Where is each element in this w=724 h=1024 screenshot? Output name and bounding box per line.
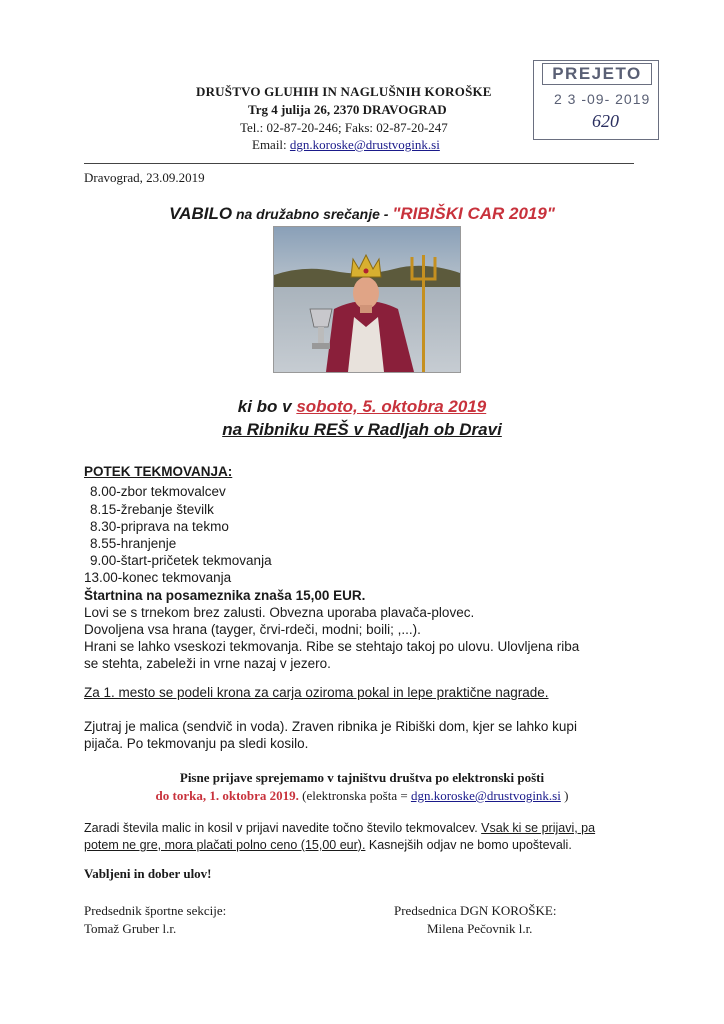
notice-text: Zaradi števila malic in kosil v prijavi navedite točno število tekmovalcev. — [84, 821, 482, 835]
right-signature-title: Predsednica DGN KOROŠKE: — [394, 903, 557, 918]
rule-line: Dovoljena vsa hrana (tayger, črvi-rdeči, modni; boili; ,...). — [84, 622, 421, 637]
event-name: "RIBIŠKI CAR 2019" — [392, 204, 555, 223]
schedule-item: 8.00-zbor tekmovalcev — [90, 484, 226, 499]
registration-email-link[interactable]: dgn.koroske@drustvogink.si — [410, 788, 561, 803]
email-label: Email: — [252, 137, 287, 152]
organization-address: Trg 4 julija 26, 2370 DRAVOGRAD — [248, 102, 447, 117]
notice-underlined: potem ne gre, mora plačati polno ceno (15,00 eur). — [84, 838, 366, 852]
schedule-item: 8.55-hranjenje — [90, 536, 177, 551]
organization-phone-fax: Tel.: 02-87-20-246; Faks: 02-87-20-247 — [240, 120, 448, 135]
schedule-item: 8.30-priprava na tekmo — [90, 519, 229, 534]
schedule-item: 9.00-štart-pričetek tekmovanja — [90, 553, 272, 568]
notice-line — [84, 837, 572, 854]
event-date-prefix: ki bo v — [237, 397, 297, 416]
event-location: na Ribniku REŠ v Radljah ob Dravi — [222, 420, 502, 439]
event-date: soboto, 5. oktobra 2019 — [296, 397, 487, 416]
rule-line: se stehta, zabeleži in vrne nazaj v jezero. — [84, 656, 331, 671]
registration-deadline: do torka, 1. oktobra 2019. — [155, 788, 299, 803]
schedule-title: POTEK TEKMOVANJA: — [84, 464, 233, 479]
left-signature-title: Predsednik športne sekcije: — [84, 903, 227, 918]
event-date-line — [0, 397, 724, 417]
organization-email-link[interactable]: dgn.koroske@drustvogink.si — [289, 137, 440, 152]
stamp-title: PREJETO — [542, 63, 652, 85]
registration-deadline-line — [0, 788, 724, 804]
organization-name: DRUŠTVO GLUHIH IN NAGLUŠNIH KOROŠKE — [196, 84, 492, 99]
title-prefix: VABILO — [169, 204, 233, 223]
meals-line: pijača. Po tekmovanju pa sledi kosilo. — [84, 736, 309, 751]
schedule-item: 8.15-žrebanje številk — [90, 502, 214, 517]
document-date: Dravograd, 23.09.2019 — [84, 170, 205, 185]
right-signature-name: Milena Pečovnik l.r. — [427, 921, 533, 936]
fishing-king-photo — [273, 226, 461, 373]
registration-email-prefix: (elektronska pošta = — [298, 788, 411, 803]
registration-heading: Pisne prijave sprejemamo v tajništvu društva po elektronski pošti — [179, 770, 545, 785]
photo-illustration — [274, 227, 460, 372]
prize-info: Za 1. mesto se podeli krona za carja oziroma pokal in lepe praktične nagrade. — [84, 685, 549, 700]
closing-line: Vabljeni in dober ulov! — [84, 866, 212, 881]
received-stamp — [533, 60, 659, 140]
rule-line: Lovi se s trnekom brez zalusti. Obvezna uporaba plavača-plovec. — [84, 605, 475, 620]
meals-line: Zjutraj je malica (sendvič in voda). Zraven ribnika je Ribiški dom, kjer se lahko kupi — [84, 719, 577, 734]
title-middle: na družabno srečanje - — [232, 206, 393, 222]
stamp-number: 620 — [592, 111, 619, 131]
rule-line: Hrani se lahko vseskozi tekmovanja. Ribe se stehtajo takoj po ulovu. Ulovljena riba — [84, 639, 580, 654]
notice-text: Kasnejših odjav ne bomo upoštevali. — [365, 838, 572, 852]
registration-email-suffix: ) — [560, 788, 569, 803]
schedule-item: 13.00-konec tekmovanja — [84, 570, 232, 585]
stamp-date: 2 3 -09- 2019 — [554, 91, 651, 107]
notice-line — [84, 820, 595, 837]
invitation-title — [0, 204, 724, 224]
left-signature-name: Tomaž Gruber l.r. — [84, 921, 177, 936]
event-location-line — [0, 420, 724, 440]
entry-fee: Štartnina na posameznika znaša 15,00 EUR. — [84, 588, 366, 603]
header-divider — [84, 163, 634, 164]
organization-email-line — [252, 137, 440, 153]
notice-underlined: Vsak ki se prijavi, pa — [481, 821, 596, 835]
